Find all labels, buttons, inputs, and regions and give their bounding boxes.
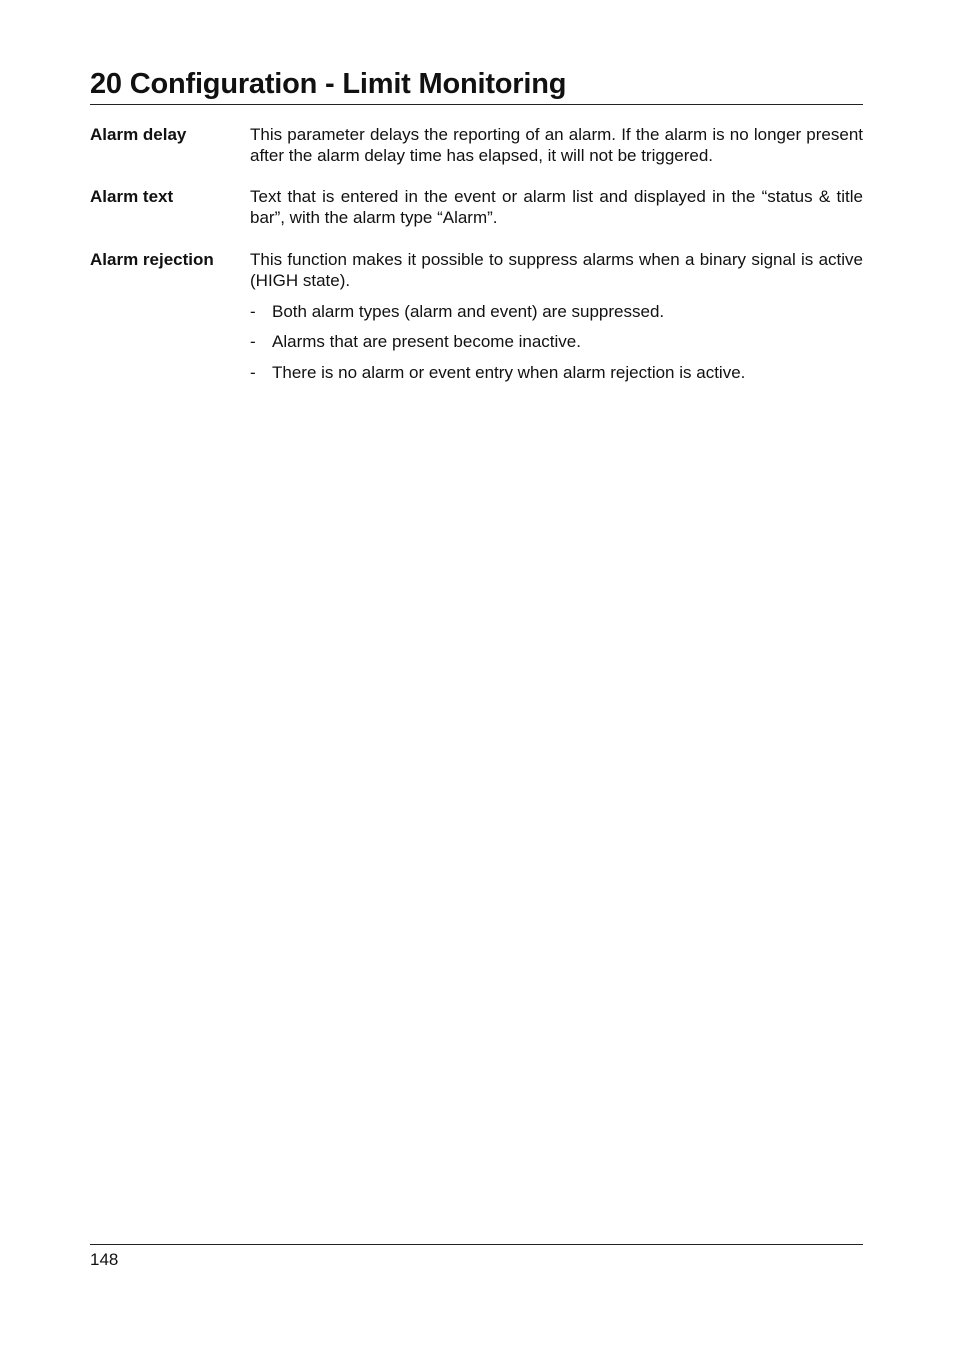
- list-item-text: Both alarm types (alarm and event) are suppressed.: [272, 301, 665, 321]
- bullet-marker: -: [250, 362, 256, 382]
- list-item: [250, 331, 863, 352]
- page-number: 148: [90, 1250, 119, 1269]
- term-description: Text that is entered in the event or alarm list and displayed in the “status & title bar”, with the alarm type “Alarm”.: [250, 187, 863, 227]
- term-description: This function makes it possible to suppress alarms when a binary signal is active (HIGH state).: [250, 250, 863, 290]
- definition-alarm-rejection: [90, 249, 863, 383]
- page-title: 20 Configuration - Limit Monitoring: [90, 68, 567, 100]
- term-description: This parameter delays the reporting of an alarm. If the alarm is no longer present after the alarm delay time has elapsed, it will not be triggered.: [250, 125, 863, 165]
- bullet-marker: -: [250, 301, 256, 321]
- footer-divider: [90, 1244, 863, 1245]
- bullet-list: [250, 301, 863, 383]
- list-item-text: Alarms that are present become inactive.: [272, 332, 581, 351]
- term-label: Alarm delay: [90, 125, 187, 144]
- list-item-text: There is no alarm or event entry when alarm rejection is active.: [272, 362, 746, 382]
- bullet-marker: -: [250, 332, 256, 351]
- list-item: [250, 362, 863, 383]
- title-divider: [90, 104, 863, 105]
- list-item: [250, 301, 863, 322]
- definition-alarm-delay: [90, 124, 863, 166]
- term-label: Alarm rejection: [90, 250, 214, 269]
- definition-alarm-text: [90, 186, 863, 228]
- term-label: Alarm text: [90, 187, 174, 206]
